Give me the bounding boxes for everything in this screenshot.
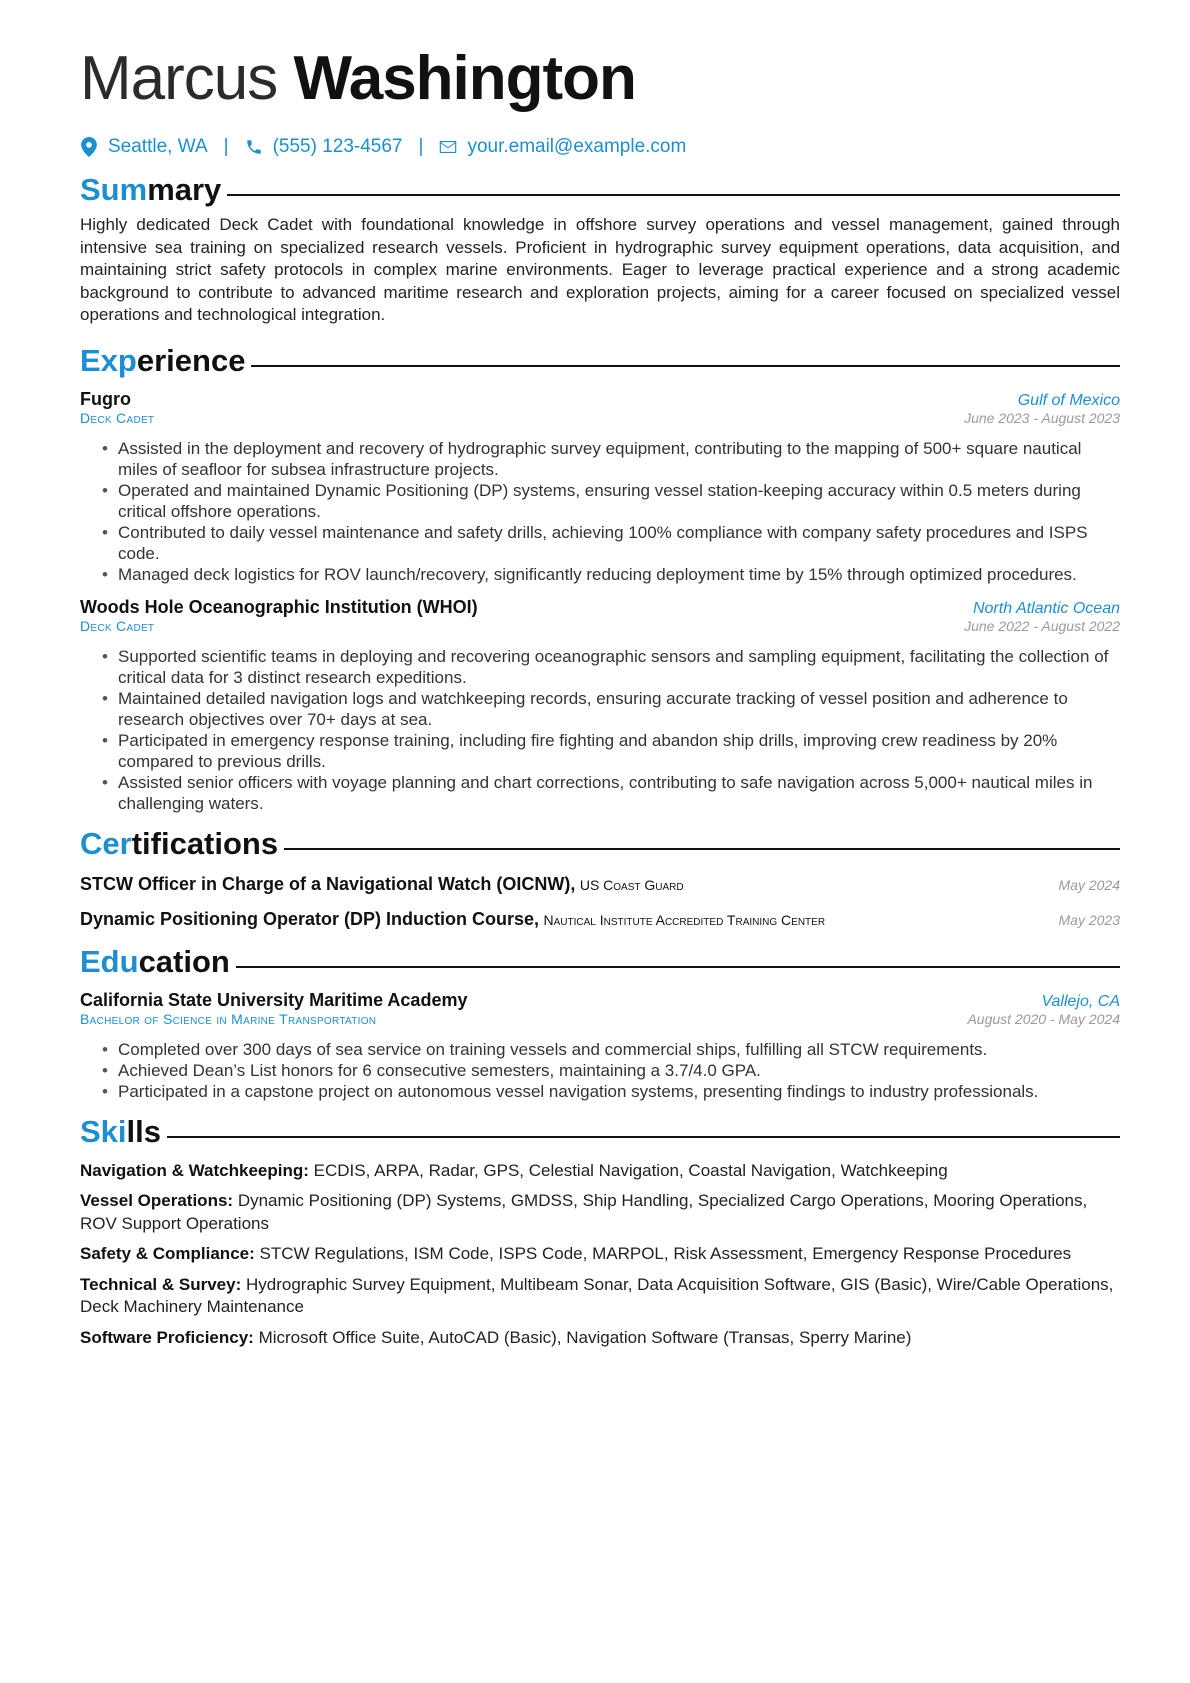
job-dates: June 2023 - August 2023: [964, 409, 1120, 426]
cert-issuer: Nautical Institute Accredited Training Center: [543, 911, 826, 928]
phone-text[interactable]: (555) 123-4567: [272, 136, 403, 157]
job-bullets: [80, 438, 1120, 585]
job-org: Fugro: [80, 388, 131, 409]
section-header-experience: [80, 341, 1120, 381]
education-dates: August 2020 - May 2024: [967, 1010, 1120, 1027]
list-item: • Achieved Dean’s List honors for 6 consecutive semesters, maintaining a 3.7/4.0 GPA.: [118, 1060, 1120, 1081]
section-title-experience: Experience: [80, 342, 246, 378]
list-item: • Supported scientific teams in deploying and recovering oceanographic sensors and sampling equipment, facilitating the collection of critical data for 3 distinct research expeditions.: [118, 646, 1120, 688]
job-role: Deck Cadet: [80, 617, 155, 634]
skill-values: STCW Regulations, ISM Code, ISPS Code, MARPOL, Risk Assessment, Emergency Response Procedures: [259, 1244, 1072, 1263]
separator: |: [418, 136, 424, 157]
section-header-summary: [80, 170, 1120, 210]
skill-values: Microsoft Office Suite, AutoCAD (Basic), Navigation Software (Transas, Sperry Marine): [258, 1327, 912, 1347]
cert-date: May 2024: [1058, 876, 1120, 893]
job-dates: June 2022 - August 2022: [964, 617, 1120, 634]
job-location: North Atlantic Ocean: [972, 599, 1120, 617]
list-item: • Assisted senior officers with voyage planning and chart corrections, contributing to safe navigation across 5,000+ nautical miles in challenging waters.: [118, 772, 1120, 814]
contact-phone[interactable]: [245, 136, 403, 158]
cert-name: STCW Officer in Charge of a Navigational Watch (OICNW),: [80, 873, 576, 894]
list-item: • Maintained detailed navigation logs and watchkeeping records, ensuring accurate tracking of vessel position and adherence to research objectives over 70+ days at sea.: [118, 688, 1120, 730]
list-item: • Completed over 300 days of sea service on training vessels and commercial ships, fulfilling all STCW requirements.: [118, 1039, 1120, 1060]
job-entry: [80, 597, 1120, 814]
skill-values: Dynamic Positioning (DP) Systems, GMDSS, Ship Handling, Specialized Cargo Operations, Mooring Operations, ROV Support Operations: [80, 1191, 1088, 1233]
education-bullets: [80, 1039, 1120, 1102]
location-text: Seattle, WA: [108, 136, 208, 157]
cert-item: [80, 874, 1120, 895]
job-role: Deck Cadet: [80, 409, 155, 426]
school-location: Vallejo, CA: [1041, 992, 1120, 1010]
section-rule: [284, 848, 1120, 850]
candidate-name: [80, 42, 1120, 116]
skill-category: Vessel Operations:: [80, 1191, 234, 1210]
skill-row: [80, 1160, 1120, 1183]
skill-row: [80, 1327, 1120, 1350]
skill-category: Software Proficiency:: [80, 1327, 254, 1347]
envelope-icon: [439, 137, 457, 157]
contact-location: [80, 136, 208, 158]
section-header-skills: [80, 1112, 1120, 1152]
degree: Bachelor of Science in Marine Transportation: [80, 1010, 377, 1027]
section-title-summary: Summary: [80, 172, 222, 207]
separator: |: [223, 136, 229, 157]
cert-name: Dynamic Positioning Operator (DP) Induction Course,: [80, 908, 540, 929]
section-header-education: [80, 942, 1120, 982]
resume-page: [80, 0, 1120, 1349]
list-item: • Assisted in the deployment and recovery of hydrographic survey equipment, contributing to the mapping of 500+ square nautical miles of seafloor for subsea infrastructure projects.: [118, 438, 1120, 480]
school-name: California State University Maritime Academy: [80, 989, 468, 1010]
section-title-skills: Skills: [80, 1113, 161, 1149]
section-title-certifications: Certifications: [80, 825, 279, 861]
list-item: • Operated and maintained Dynamic Positioning (DP) systems, ensuring vessel station-keeping accuracy within 0.5 meters during critical offshore operations.: [118, 480, 1120, 522]
skill-category: Safety & Compliance:: [80, 1244, 255, 1263]
skill-row: [80, 1243, 1120, 1266]
list-item: • Participated in a capstone project on autonomous vessel navigation systems, presenting findings to industry professionals.: [118, 1081, 1120, 1102]
contact-email[interactable]: [439, 136, 686, 158]
section-rule: [227, 194, 1120, 196]
section-rule: [167, 1136, 1120, 1138]
skill-row: [80, 1274, 1120, 1319]
section-title-education: Education: [80, 943, 230, 979]
phone-icon: [245, 137, 263, 157]
skill-category: Navigation & Watchkeeping:: [80, 1160, 309, 1180]
section-rule: [251, 365, 1120, 367]
list-item: • Participated in emergency response training, including fire fighting and abandon ship drills, improving crew readiness by 20% compared to previous drills.: [118, 730, 1120, 772]
job-org: Woods Hole Oceanographic Institution (WHOI): [80, 596, 478, 617]
job-location: Gulf of Mexico: [1017, 391, 1120, 409]
job-entry: [80, 389, 1120, 585]
job-bullets: [80, 646, 1120, 814]
summary-text: Highly dedicated Deck Cadet with foundational knowledge in offshore survey operations and vessel management, gained through intensive sea training on specialized research vessels. Proficient in hydrographic survey equipment operations, data acquisition, and maintaining strict safety protocols in complex marine environments. Eager to leverage practical experience and a strong academic background to contribute to advanced maritime research and exploration projects, aiming for a career focused on specialized vessel operations and technological integration.: [80, 215, 1120, 324]
cert-issuer: US Coast Guard: [579, 876, 684, 893]
skill-values: ECDIS, ARPA, Radar, GPS, Celestial Navigation, Coastal Navigation, Watchkeeping: [313, 1160, 948, 1180]
last-name: Washington: [293, 44, 636, 113]
email-link[interactable]: your.email@example.com: [467, 136, 687, 157]
list-item: • Managed deck logistics for ROV launch/recovery, significantly reducing deployment time by 15% through optimized procedures.: [118, 564, 1120, 585]
list-item: • Contributed to daily vessel maintenance and safety drills, achieving 100% compliance with company safety procedures and ISPS code.: [118, 522, 1120, 564]
skill-row: [80, 1190, 1120, 1235]
skill-category: Technical & Survey:: [80, 1274, 242, 1294]
cert-item: [80, 909, 1120, 930]
skill-values: Hydrographic Survey Equipment, Multibeam Sonar, Data Acquisition Software, GIS (Basic), Wire/Cable Operations, Deck Machinery Maintenance: [80, 1274, 1114, 1316]
section-header-certifications: [80, 824, 1120, 864]
map-pin-icon: [80, 137, 98, 157]
cert-date: May 2023: [1058, 911, 1120, 928]
education-entry: [80, 990, 1120, 1102]
section-rule: [236, 966, 1120, 968]
first-name: Marcus: [80, 44, 278, 113]
contact-bar: [80, 132, 1120, 162]
